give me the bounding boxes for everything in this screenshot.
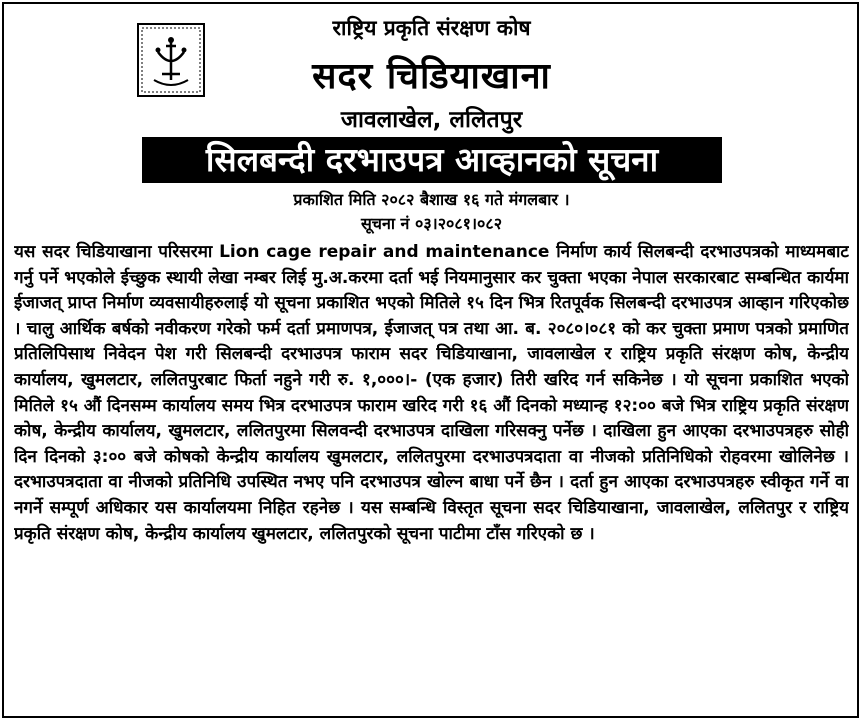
- office-address: जावलाखेल, ललितपुर: [340, 107, 523, 133]
- organization-name: राष्ट्रिय प्रकृति संरक्षण कोष: [332, 16, 531, 40]
- notice-title-banner: सिलबन्दी दरभाउपत्र आव्हानको सूचना: [142, 137, 722, 183]
- notice-body: यस सदर चिडियाखाना परिसरमा Lion cage repair and maintenance निर्माण कार्य सिलबन्दी दरभाउपत्रको माध्यमबाट गर्नु पर्ने भएकोले ईच्छुक स्थायी लेखा नम्बर लिई मु.अ.करमा दर्ता भई नियमानुसार कर चुक्ता भएका नेपाल सरकारबाट सम्बन्धित कार्यमा ईजाजत् प्राप्त निर्माण व्यवसायीहरुलाई यो सूचना प्रकाशित भएको मितिले १५ दिन भित्र रितपूर्वक सिलबन्दी दरभाउपत्र आव्हान गरिएकोछ । चालु आर्थिक बर्षको नवीकरण गरेको फर्म दर्ता प्रमाणपत्र, ईजाजत् पत्र तथा आ. ब. २०८०।०८१ को कर चुक्ता प्रमाण पत्रको प्रमाणित प्रतिलिपिसाथ निवेदन पेश गरी सिलबन्दी दरभाउपत्र फाराम सदर चिडियाखाना, जावलाखेल र राष्ट्रिय प्रकृति संरक्षण कोष, केन्द्रीय कार्यालय, खुमलटार, ललितपुरबाट फिर्ता नहुने गरी रु. १,०००।- (एक हजार) तिरी खरिद गर्न सकिनेछ । यो सूचना प्रकाशित भएको मितिले १५ औं दिनसम्म कार्यालय समय भित्र दरभाउपत्र फाराम खरिद गरी १६ औं दिनको मध्यान्ह १२:०० बजे भित्र राष्ट्रिय प्रकृति संरक्षण कोष, केन्द्रीय कार्यालय, खुमलटार, ललितपुरमा सिलवन्दी दरभाउपत्र दाखिला गरिसक्नु पर्नेछ । दाखिला हुन आएका दरभाउपत्रहरु सोही दिन दिनको ३:०० बजे कोषको केन्द्रीय कार्यालय खुमलटार, ललितपुरमा दरभाउपत्रदाता वा नीजको प्रतिनिधिको रोहवरमा खोलिनेछ । दरभाउपत्रदाता वा नीजको प्रतिनिधि उपस्थित नभए पनि दरभाउपत्र खोल्न बाधा पर्ने छैन । दर्ता हुन आएका दरभाउपत्रहरु स्वीकृत गर्ने वा नगर्ने सम्पूर्ण अधिकार यस कार्यालयमा निहित रहनेछ । यस सम्बन्धि विस्तृत सूचना सदर चिडियाखाना, जावलाखेल, ललितपुर र राष्ट्रिय प्रकृति संरक्षण कोष, केन्द्रीय कार्यालय खुमलटार, ललितपुरको सूचना पाटीमा टाँस गरिएको छ ।: [14, 242, 849, 544]
- office-name: सदर चिडियाखाना: [312, 56, 551, 97]
- published-date: प्रकाशित मिति २०८२ बैशाख १६ गते मंगलबार ।: [293, 190, 570, 209]
- notice-number: सूचना नं ०३।२०८१।०८२: [360, 214, 503, 233]
